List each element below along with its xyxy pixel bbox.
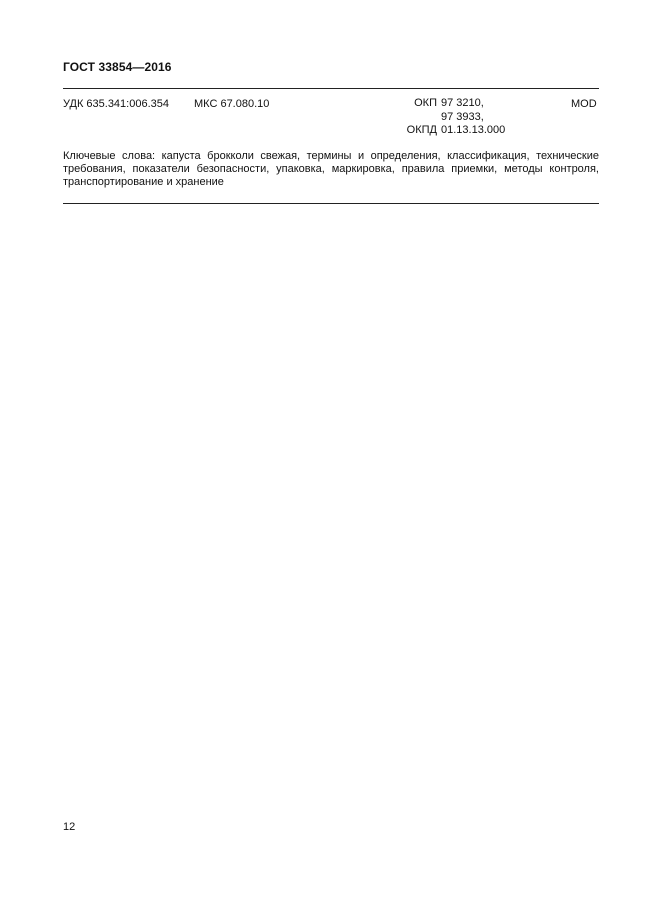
okp-row-1 [397,97,505,111]
okpd-value: 01.13.13.000 [441,124,506,136]
mod-marker: MOD [571,98,597,110]
okp-value-2: 97 3933, [441,110,484,123]
okpd-label: ОКПД [406,124,437,136]
udk-code: УДК 635.341:006.354 [63,98,169,110]
standard-code: ГОСТ 33854—2016 [63,60,172,74]
top-divider [63,88,599,89]
mks-code: МКС 67.080.10 [194,98,270,110]
okp-okpd-block [397,97,505,138]
okpd-row [397,124,505,138]
bottom-divider [63,203,599,204]
okp-value-1: 97 3210, [441,97,484,109]
keywords-paragraph: Ключевые слова: капуста брокколи свежая, термины и определения, классификация, технические требования, показатели безопасности, упаковка, маркировка, правила приемки, методы контроля, транспортирование и хранение [63,150,599,189]
page-number: 12 [63,821,76,833]
okp-label-spacer [397,111,441,125]
okp-row-2 [397,111,505,125]
okp-label: ОКП [414,97,437,109]
